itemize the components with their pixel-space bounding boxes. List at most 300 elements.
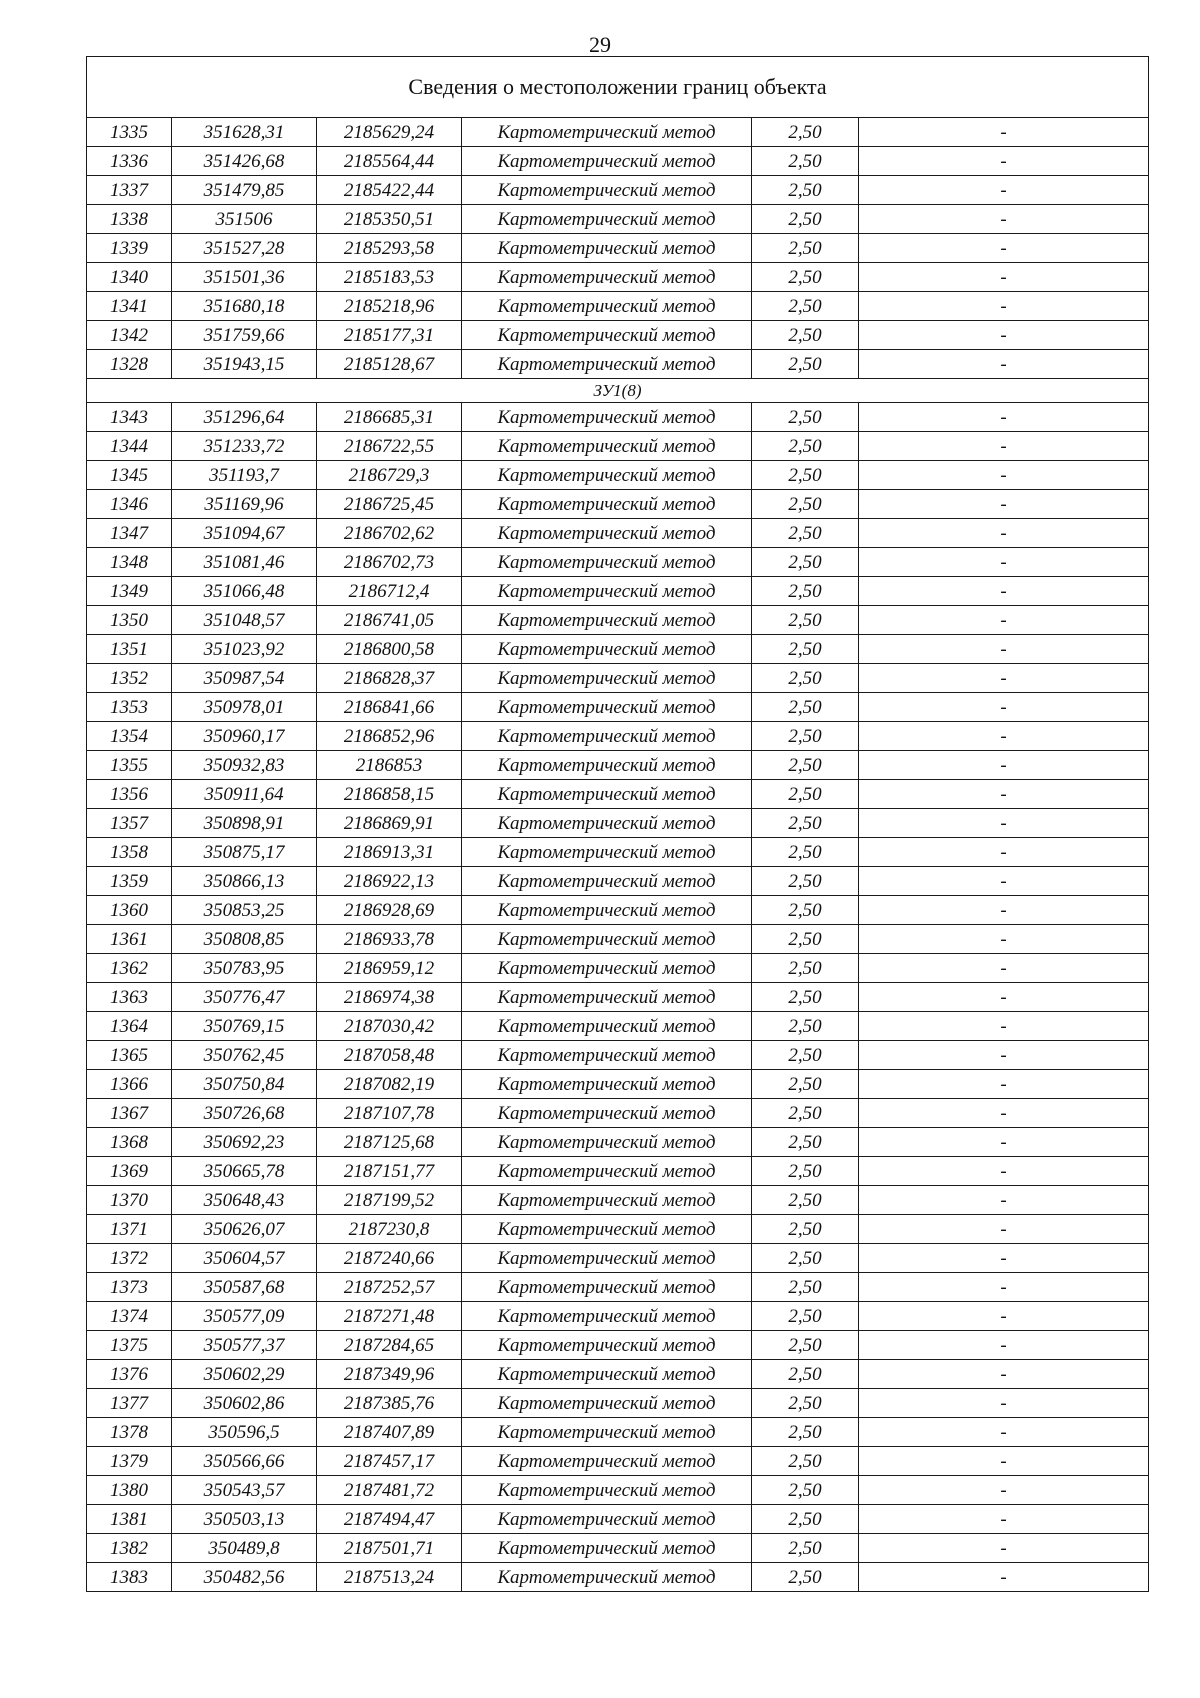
x-coordinate-cell: 350604,57 [172,1244,317,1273]
accuracy-cell: 2,50 [752,350,859,379]
y-coordinate-cell: 2186725,45 [317,490,462,519]
method-cell: Картометрический метод [462,548,752,577]
method-cell: Картометрический метод [462,1476,752,1505]
y-coordinate-cell: 2186741,05 [317,606,462,635]
method-cell: Картометрический метод [462,321,752,350]
y-coordinate-cell: 2185629,24 [317,118,462,147]
table-row [87,1273,1149,1302]
point-number-cell: 1339 [87,234,172,263]
description-cell: - [859,1273,1149,1302]
table-title: Сведения о местоположении границ объекта [87,57,1149,118]
x-coordinate-cell: 350665,78 [172,1157,317,1186]
method-cell: Картометрический метод [462,292,752,321]
method-cell: Картометрический метод [462,1012,752,1041]
y-coordinate-cell: 2187457,17 [317,1447,462,1476]
accuracy-cell: 2,50 [752,461,859,490]
table-row [87,1012,1149,1041]
point-number-cell: 1358 [87,838,172,867]
accuracy-cell: 2,50 [752,838,859,867]
table-row [87,954,1149,983]
x-coordinate-cell: 350626,07 [172,1215,317,1244]
table-row [87,350,1149,379]
x-coordinate-cell: 350750,84 [172,1070,317,1099]
y-coordinate-cell: 2186913,31 [317,838,462,867]
y-coordinate-cell: 2186828,37 [317,664,462,693]
table-row [87,1505,1149,1534]
point-number-cell: 1354 [87,722,172,751]
accuracy-cell: 2,50 [752,403,859,432]
method-cell: Картометрический метод [462,1302,752,1331]
method-cell: Картометрический метод [462,1534,752,1563]
accuracy-cell: 2,50 [752,1128,859,1157]
accuracy-cell: 2,50 [752,1302,859,1331]
y-coordinate-cell: 2186702,73 [317,548,462,577]
description-cell: - [859,461,1149,490]
description-cell: - [859,1476,1149,1505]
table-row [87,263,1149,292]
x-coordinate-cell: 350602,86 [172,1389,317,1418]
description-cell: - [859,983,1149,1012]
method-cell: Картометрический метод [462,350,752,379]
accuracy-cell: 2,50 [752,176,859,205]
y-coordinate-cell: 2187230,8 [317,1215,462,1244]
point-number-cell: 1378 [87,1418,172,1447]
y-coordinate-cell: 2185564,44 [317,147,462,176]
x-coordinate-cell: 351081,46 [172,548,317,577]
method-cell: Картометрический метод [462,1041,752,1070]
point-number-cell: 1350 [87,606,172,635]
method-cell: Картометрический метод [462,751,752,780]
description-cell: - [859,548,1149,577]
description-cell: - [859,292,1149,321]
point-number-cell: 1371 [87,1215,172,1244]
x-coordinate-cell: 350808,85 [172,925,317,954]
x-coordinate-cell: 351048,57 [172,606,317,635]
description-cell: - [859,954,1149,983]
accuracy-cell: 2,50 [752,205,859,234]
table-row [87,1563,1149,1592]
method-cell: Картометрический метод [462,1186,752,1215]
x-coordinate-cell: 350692,23 [172,1128,317,1157]
accuracy-cell: 2,50 [752,780,859,809]
point-number-cell: 1344 [87,432,172,461]
point-number-cell: 1355 [87,751,172,780]
table-row [87,722,1149,751]
point-number-cell: 1364 [87,1012,172,1041]
accuracy-cell: 2,50 [752,635,859,664]
x-coordinate-cell: 350987,54 [172,664,317,693]
y-coordinate-cell: 2185183,53 [317,263,462,292]
description-cell: - [859,263,1149,292]
x-coordinate-cell: 350726,68 [172,1099,317,1128]
table-row [87,321,1149,350]
method-cell: Картометрический метод [462,664,752,693]
y-coordinate-cell: 2187240,66 [317,1244,462,1273]
description-cell: - [859,1070,1149,1099]
table-row [87,925,1149,954]
x-coordinate-cell: 351169,96 [172,490,317,519]
accuracy-cell: 2,50 [752,321,859,350]
description-cell: - [859,925,1149,954]
y-coordinate-cell: 2185218,96 [317,292,462,321]
method-cell: Картометрический метод [462,432,752,461]
accuracy-cell: 2,50 [752,722,859,751]
description-cell: - [859,1389,1149,1418]
description-cell: - [859,118,1149,147]
accuracy-cell: 2,50 [752,1012,859,1041]
description-cell: - [859,838,1149,867]
accuracy-cell: 2,50 [752,1360,859,1389]
method-cell: Картометрический метод [462,1331,752,1360]
method-cell: Картометрический метод [462,176,752,205]
accuracy-cell: 2,50 [752,1186,859,1215]
method-cell: Картометрический метод [462,118,752,147]
y-coordinate-cell: 2186869,91 [317,809,462,838]
accuracy-cell: 2,50 [752,292,859,321]
y-coordinate-cell: 2186702,62 [317,519,462,548]
x-coordinate-cell: 351066,48 [172,577,317,606]
table-row [87,1099,1149,1128]
description-cell: - [859,519,1149,548]
description-cell: - [859,1215,1149,1244]
point-number-cell: 1356 [87,780,172,809]
x-coordinate-cell: 350853,25 [172,896,317,925]
accuracy-cell: 2,50 [752,954,859,983]
y-coordinate-cell: 2185128,67 [317,350,462,379]
point-number-cell: 1362 [87,954,172,983]
y-coordinate-cell: 2186685,31 [317,403,462,432]
point-number-cell: 1340 [87,263,172,292]
y-coordinate-cell: 2186800,58 [317,635,462,664]
accuracy-cell: 2,50 [752,751,859,780]
point-number-cell: 1374 [87,1302,172,1331]
table-row [87,664,1149,693]
table-row [87,205,1149,234]
method-cell: Картометрический метод [462,1157,752,1186]
y-coordinate-cell: 2187082,19 [317,1070,462,1099]
accuracy-cell: 2,50 [752,1099,859,1128]
point-number-cell: 1372 [87,1244,172,1273]
accuracy-cell: 2,50 [752,664,859,693]
y-coordinate-cell: 2187125,68 [317,1128,462,1157]
point-number-cell: 1361 [87,925,172,954]
description-cell: - [859,635,1149,664]
point-number-cell: 1367 [87,1099,172,1128]
point-number-cell: 1381 [87,1505,172,1534]
description-cell: - [859,867,1149,896]
point-number-cell: 1370 [87,1186,172,1215]
description-cell: - [859,664,1149,693]
point-number-cell: 1357 [87,809,172,838]
table-row [87,147,1149,176]
y-coordinate-cell: 2186841,66 [317,693,462,722]
point-number-cell: 1345 [87,461,172,490]
point-number-cell: 1360 [87,896,172,925]
method-cell: Картометрический метод [462,1273,752,1302]
description-cell: - [859,1128,1149,1157]
point-number-cell: 1363 [87,983,172,1012]
accuracy-cell: 2,50 [752,867,859,896]
x-coordinate-cell: 350648,43 [172,1186,317,1215]
y-coordinate-cell: 2186712,4 [317,577,462,606]
method-cell: Картометрический метод [462,867,752,896]
description-cell: - [859,722,1149,751]
table-row [87,780,1149,809]
table-row [87,1186,1149,1215]
y-coordinate-cell: 2187407,89 [317,1418,462,1447]
table-row [87,1244,1149,1273]
accuracy-cell: 2,50 [752,1563,859,1592]
y-coordinate-cell: 2186933,78 [317,925,462,954]
method-cell: Картометрический метод [462,1128,752,1157]
description-cell: - [859,780,1149,809]
table-title-row [87,57,1149,118]
x-coordinate-cell: 350577,09 [172,1302,317,1331]
table-row [87,1331,1149,1360]
description-cell: - [859,1186,1149,1215]
x-coordinate-cell: 350866,13 [172,867,317,896]
accuracy-cell: 2,50 [752,1273,859,1302]
x-coordinate-cell: 351296,64 [172,403,317,432]
x-coordinate-cell: 350566,66 [172,1447,317,1476]
y-coordinate-cell: 2187199,52 [317,1186,462,1215]
y-coordinate-cell: 2186853 [317,751,462,780]
point-number-cell: 1343 [87,403,172,432]
table-row [87,1476,1149,1505]
description-cell: - [859,1157,1149,1186]
point-number-cell: 1353 [87,693,172,722]
accuracy-cell: 2,50 [752,1215,859,1244]
point-number-cell: 1348 [87,548,172,577]
description-cell: - [859,809,1149,838]
y-coordinate-cell: 2186922,13 [317,867,462,896]
accuracy-cell: 2,50 [752,548,859,577]
accuracy-cell: 2,50 [752,809,859,838]
accuracy-cell: 2,50 [752,925,859,954]
point-number-cell: 1359 [87,867,172,896]
point-number-cell: 1382 [87,1534,172,1563]
point-number-cell: 1342 [87,321,172,350]
x-coordinate-cell: 350577,37 [172,1331,317,1360]
point-number-cell: 1349 [87,577,172,606]
x-coordinate-cell: 351426,68 [172,147,317,176]
table-row [87,896,1149,925]
x-coordinate-cell: 350875,17 [172,838,317,867]
y-coordinate-cell: 2185293,58 [317,234,462,263]
x-coordinate-cell: 351943,15 [172,350,317,379]
method-cell: Картометрический метод [462,983,752,1012]
x-coordinate-cell: 351506 [172,205,317,234]
method-cell: Картометрический метод [462,263,752,292]
description-cell: - [859,577,1149,606]
table-row [87,1447,1149,1476]
y-coordinate-cell: 2185177,31 [317,321,462,350]
table-row [87,1128,1149,1157]
page-number: 29 [589,32,611,57]
description-cell: - [859,606,1149,635]
table-row [87,292,1149,321]
table-row [87,234,1149,263]
accuracy-cell: 2,50 [752,1331,859,1360]
table-row [87,606,1149,635]
description-cell: - [859,1360,1149,1389]
point-number-cell: 1369 [87,1157,172,1186]
point-number-cell: 1368 [87,1128,172,1157]
description-cell: - [859,1505,1149,1534]
description-cell: - [859,751,1149,780]
y-coordinate-cell: 2187271,48 [317,1302,462,1331]
description-cell: - [859,490,1149,519]
description-cell: - [859,321,1149,350]
method-cell: Картометрический метод [462,693,752,722]
description-cell: - [859,1041,1149,1070]
table-row [87,519,1149,548]
y-coordinate-cell: 2186722,55 [317,432,462,461]
table-row [87,1157,1149,1186]
table-row [87,1389,1149,1418]
accuracy-cell: 2,50 [752,983,859,1012]
x-coordinate-cell: 351479,85 [172,176,317,205]
x-coordinate-cell: 350769,15 [172,1012,317,1041]
x-coordinate-cell: 351628,31 [172,118,317,147]
method-cell: Картометрический метод [462,1070,752,1099]
x-coordinate-cell: 351094,67 [172,519,317,548]
y-coordinate-cell: 2187349,96 [317,1360,462,1389]
method-cell: Картометрический метод [462,519,752,548]
accuracy-cell: 2,50 [752,432,859,461]
point-number-cell: 1383 [87,1563,172,1592]
y-coordinate-cell: 2187513,24 [317,1563,462,1592]
method-cell: Картометрический метод [462,606,752,635]
y-coordinate-cell: 2187107,78 [317,1099,462,1128]
section-row [87,379,1149,403]
point-number-cell: 1376 [87,1360,172,1389]
accuracy-cell: 2,50 [752,1476,859,1505]
table-row [87,751,1149,780]
table-row [87,403,1149,432]
point-number-cell: 1375 [87,1331,172,1360]
point-number-cell: 1373 [87,1273,172,1302]
x-coordinate-cell: 350960,17 [172,722,317,751]
section-label: ЗУ1(8) [87,379,1149,403]
y-coordinate-cell: 2185350,51 [317,205,462,234]
table-row [87,176,1149,205]
accuracy-cell: 2,50 [752,1447,859,1476]
x-coordinate-cell: 350587,68 [172,1273,317,1302]
description-cell: - [859,147,1149,176]
method-cell: Картометрический метод [462,1389,752,1418]
point-number-cell: 1351 [87,635,172,664]
accuracy-cell: 2,50 [752,1157,859,1186]
y-coordinate-cell: 2185422,44 [317,176,462,205]
description-cell: - [859,693,1149,722]
description-cell: - [859,1012,1149,1041]
y-coordinate-cell: 2187481,72 [317,1476,462,1505]
point-number-cell: 1346 [87,490,172,519]
accuracy-cell: 2,50 [752,1070,859,1099]
x-coordinate-cell: 350776,47 [172,983,317,1012]
y-coordinate-cell: 2187030,42 [317,1012,462,1041]
method-cell: Картометрический метод [462,577,752,606]
point-number-cell: 1380 [87,1476,172,1505]
accuracy-cell: 2,50 [752,490,859,519]
method-cell: Картометрический метод [462,954,752,983]
y-coordinate-cell: 2187284,65 [317,1331,462,1360]
method-cell: Картометрический метод [462,1099,752,1128]
point-number-cell: 1338 [87,205,172,234]
x-coordinate-cell: 350911,64 [172,780,317,809]
accuracy-cell: 2,50 [752,147,859,176]
point-number-cell: 1352 [87,664,172,693]
accuracy-cell: 2,50 [752,118,859,147]
description-cell: - [859,1418,1149,1447]
table-row [87,1418,1149,1447]
table-row [87,548,1149,577]
description-cell: - [859,205,1149,234]
method-cell: Картометрический метод [462,635,752,664]
accuracy-cell: 2,50 [752,263,859,292]
method-cell: Картометрический метод [462,780,752,809]
table-row [87,983,1149,1012]
x-coordinate-cell: 350783,95 [172,954,317,983]
description-cell: - [859,1099,1149,1128]
point-number-cell: 1341 [87,292,172,321]
x-coordinate-cell: 351527,28 [172,234,317,263]
point-number-cell: 1377 [87,1389,172,1418]
method-cell: Картометрический метод [462,809,752,838]
method-cell: Картометрический метод [462,1447,752,1476]
table-row [87,1534,1149,1563]
table-row [87,838,1149,867]
method-cell: Картометрический метод [462,234,752,263]
accuracy-cell: 2,50 [752,1244,859,1273]
table-row [87,1041,1149,1070]
method-cell: Картометрический метод [462,1244,752,1273]
table-row [87,577,1149,606]
table-row [87,809,1149,838]
y-coordinate-cell: 2186852,96 [317,722,462,751]
x-coordinate-cell: 350543,57 [172,1476,317,1505]
x-coordinate-cell: 351193,7 [172,461,317,490]
point-number-cell: 1379 [87,1447,172,1476]
point-number-cell: 1337 [87,176,172,205]
method-cell: Картометрический метод [462,461,752,490]
accuracy-cell: 2,50 [752,577,859,606]
method-cell: Картометрический метод [462,1563,752,1592]
x-coordinate-cell: 351501,36 [172,263,317,292]
table-row [87,693,1149,722]
point-number-cell: 1366 [87,1070,172,1099]
y-coordinate-cell: 2186959,12 [317,954,462,983]
point-number-cell: 1328 [87,350,172,379]
y-coordinate-cell: 2186974,38 [317,983,462,1012]
x-coordinate-cell: 350503,13 [172,1505,317,1534]
description-cell: - [859,1302,1149,1331]
accuracy-cell: 2,50 [752,606,859,635]
accuracy-cell: 2,50 [752,896,859,925]
accuracy-cell: 2,50 [752,234,859,263]
method-cell: Картометрический метод [462,1360,752,1389]
x-coordinate-cell: 350489,8 [172,1534,317,1563]
table-row [87,118,1149,147]
method-cell: Картометрический метод [462,490,752,519]
method-cell: Картометрический метод [462,722,752,751]
x-coordinate-cell: 351680,18 [172,292,317,321]
accuracy-cell: 2,50 [752,519,859,548]
x-coordinate-cell: 350978,01 [172,693,317,722]
method-cell: Картометрический метод [462,205,752,234]
y-coordinate-cell: 2187252,57 [317,1273,462,1302]
